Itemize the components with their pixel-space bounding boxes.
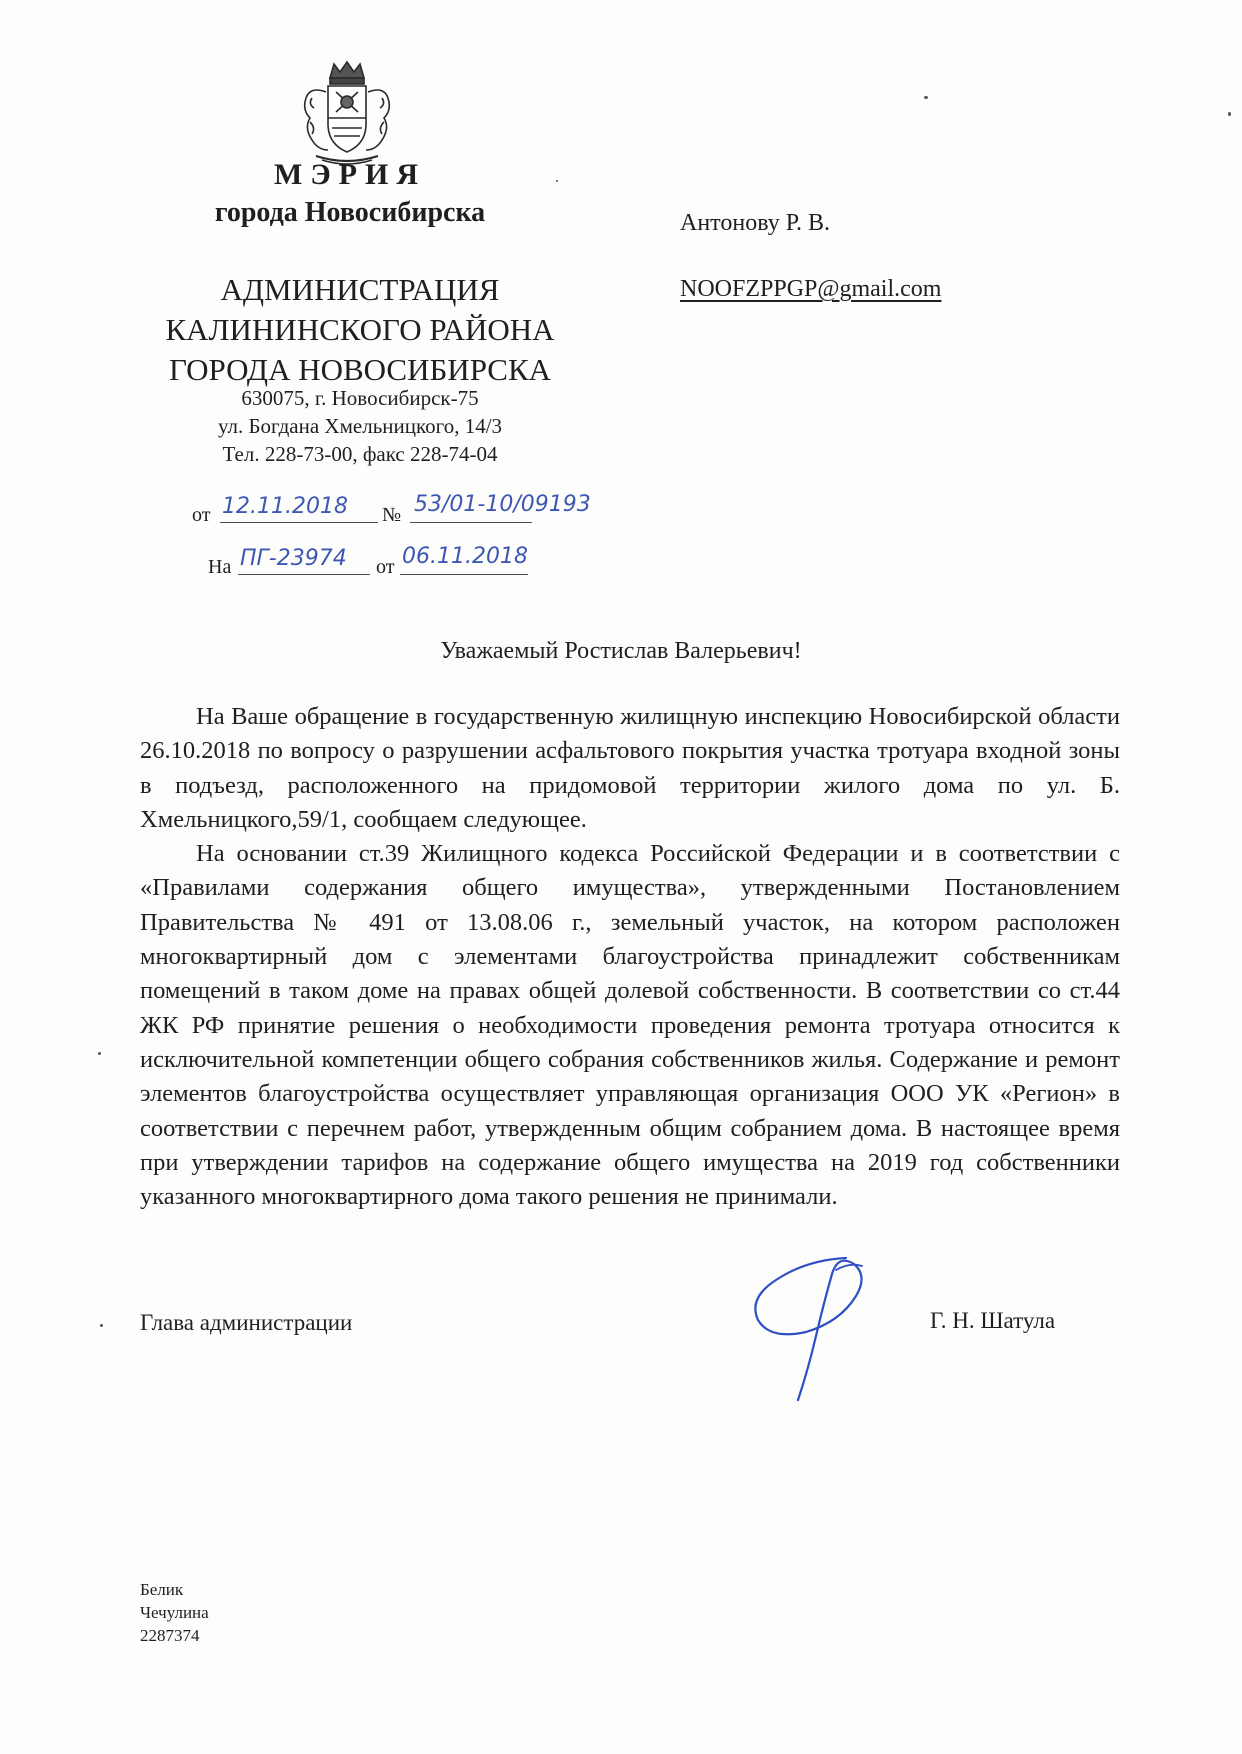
addressee-name: Антонову Р. В. [680,210,831,236]
ref-label: На [208,556,232,578]
executor-line: 2287374 [140,1626,200,1645]
executors-block [140,1578,209,1647]
admin-line: КАЛИНИНСКОГО РАЙОНА [165,312,555,347]
reference-date: 06.11.2018 [402,544,528,569]
mayor-office-title: МЭРИЯ [274,158,426,191]
registration-number: 53/01-10/09193 [414,492,591,517]
body-paragraph: На основании ст.39 Жилищного кодекса Российской Федерации и в соответствии с «Правилами содержания общего имущества», утвержденными Постановлением Правительства № 491 от 13.08.06 г., земельный участок, на котором расположен многоквартирный дом с элементами благоустройства принадлежит собственникам помещений в таком доме на правах общей долевой собственности. В соответствии со ст.44 ЖК РФ принятие решения о необходимости проведения ремонта тротуара относится к исключительной компетенции общего собрания собственников жилья. Содержание и ремонт элементов благоустройства осуществляет управляющая организация ООО УК «Регион» в соответствии с перечнем работ, утвержденным общим собранием дома. В настоящее время при утверждении тарифов на содержание общего имущества на 2019 год собственники указанного многоквартирного дома такого решения не принимали. [140,840,1120,1211]
address-line: 630075, г. Новосибирск-75 [241,386,479,410]
address-line: Тел. 228-73-00, факс 228-74-04 [222,442,498,466]
number-underline [410,522,532,523]
number-label: № [382,504,402,526]
handwritten-signature [736,1240,906,1410]
admin-line: АДМИНИСТРАЦИЯ [220,272,500,307]
scan-speck [100,1324,103,1327]
executor-line: Чечулина [140,1603,209,1622]
ref-from-label: от [376,556,395,578]
salutation: Уважаемый Ростислав Валерьевич! [440,638,802,664]
coat-of-arms-icon [292,58,402,170]
administration-address [150,384,570,468]
admin-line: ГОРОДА НОВОСИБИРСКА [168,352,552,387]
addressee-email: NOOFZPPGP@gmail.com [680,276,942,302]
ref-number-underline [238,574,370,575]
from-label: от [192,504,211,526]
scan-speck [1228,112,1231,116]
signatory-title: Глава администрации [140,1310,353,1335]
scan-speck [924,96,928,99]
signatory-name: Г. Н. Шатула [930,1308,1056,1333]
date-underline [220,522,378,523]
reference-number: ПГ-23974 [240,546,347,571]
city-name: города Новосибирска [214,197,486,228]
administration-name [120,270,600,390]
ref-date-underline [400,574,528,575]
address-line: ул. Богдана Хмельницкого, 14/3 [217,414,503,438]
scan-speck [98,1052,101,1055]
letter-body [140,700,1120,1214]
scan-speck [556,180,558,182]
executor-line: Белик [140,1580,184,1599]
registration-date: 12.11.2018 [222,494,348,519]
body-paragraph: На Ваше обращение в государственную жилищную инспекцию Новосибирской области 26.10.2018 по вопросу о разрушении асфальтового покрытия участка тротуара входной зоны в подъезд, расположенного на придомовой территории жилого дома по ул. Б. Хмельницкого,59/1, сообщаем следующее. [140,703,1120,833]
